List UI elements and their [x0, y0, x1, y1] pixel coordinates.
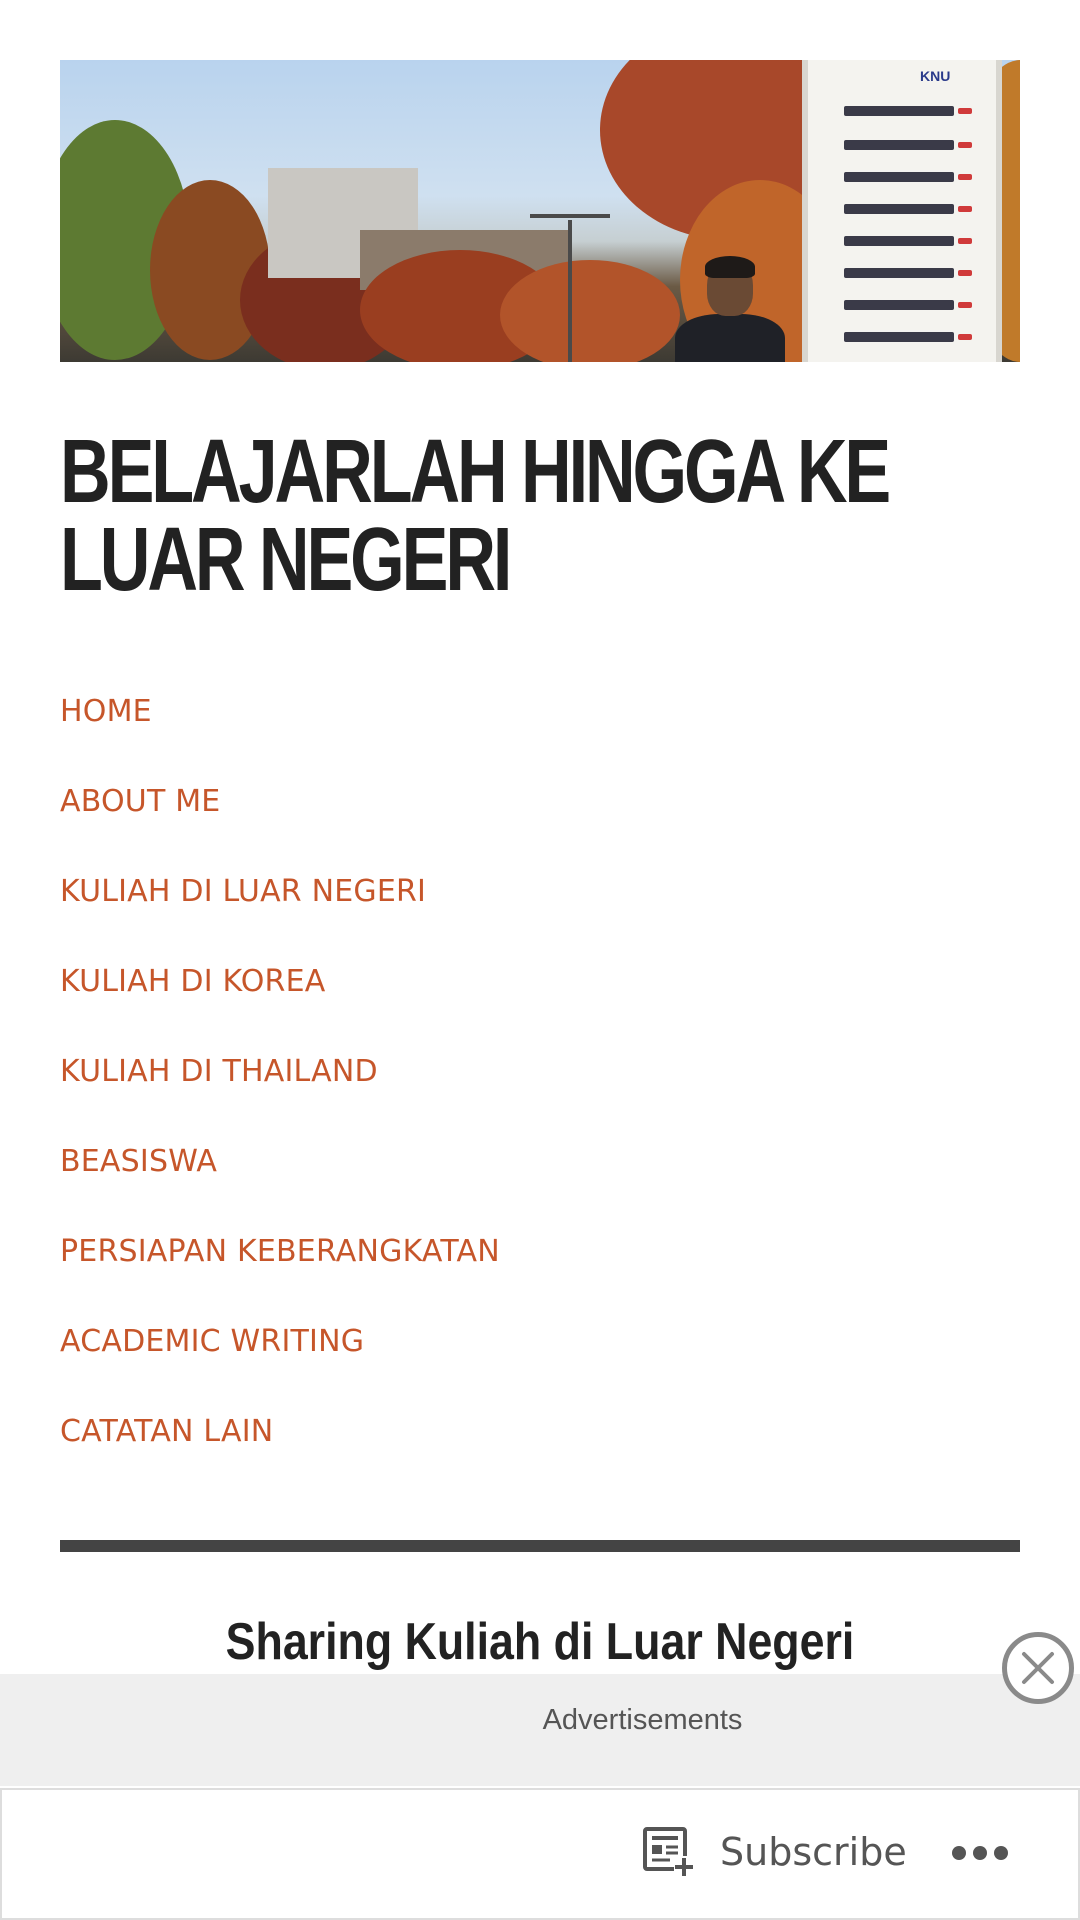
widget-title: Sharing Kuliah di Luar Negeri — [225, 1613, 855, 1671]
more-options-button[interactable] — [950, 1834, 1010, 1870]
nav-item-persiapan-keberangkatan[interactable]: PERSIAPAN KEBERANGKATAN — [60, 1234, 500, 1269]
subscribe-button[interactable] — [642, 1820, 907, 1884]
ad-label: Advertisements — [542, 1704, 743, 1736]
ad-banner — [0, 1674, 1080, 1786]
main-navigation — [60, 686, 500, 1496]
more-horizontal-icon — [952, 1846, 966, 1860]
nav-item-catatan-lain[interactable]: CATATAN LAIN — [60, 1414, 274, 1449]
nav-item-kuliah-di-luar-negeri[interactable]: KULIAH DI LUAR NEGERI — [60, 874, 427, 909]
close-ad-button[interactable] — [1002, 1632, 1074, 1704]
lamp-arm-shape — [530, 214, 610, 218]
tree-shape — [500, 260, 680, 362]
section-divider — [60, 1540, 1020, 1552]
nav-item-kuliah-di-korea[interactable]: KULIAH DI KOREA — [60, 964, 326, 999]
nav-item-beasiswa[interactable]: BEASISWA — [60, 1144, 218, 1179]
direction-sign — [802, 60, 1002, 362]
close-icon — [1018, 1648, 1058, 1688]
bottom-action-bar — [0, 1788, 1080, 1920]
person-figure — [675, 260, 785, 362]
nav-item-academic-writing[interactable]: ACADEMIC WRITING — [60, 1324, 365, 1359]
site-title[interactable]: BELAJARLAH HINGGA KE LUAR NEGERI — [60, 422, 889, 610]
header-image — [60, 60, 1020, 362]
lamp-post-shape — [568, 220, 572, 362]
subscribe-label: Subscribe — [720, 1830, 907, 1874]
nav-item-home[interactable]: HOME — [60, 694, 152, 729]
nav-item-about-me[interactable]: ABOUT ME — [60, 784, 221, 819]
reader-add-icon — [642, 1826, 696, 1878]
sign-logo: KNU — [920, 68, 951, 84]
nav-item-kuliah-di-thailand[interactable]: KULIAH DI THAILAND — [60, 1054, 378, 1089]
